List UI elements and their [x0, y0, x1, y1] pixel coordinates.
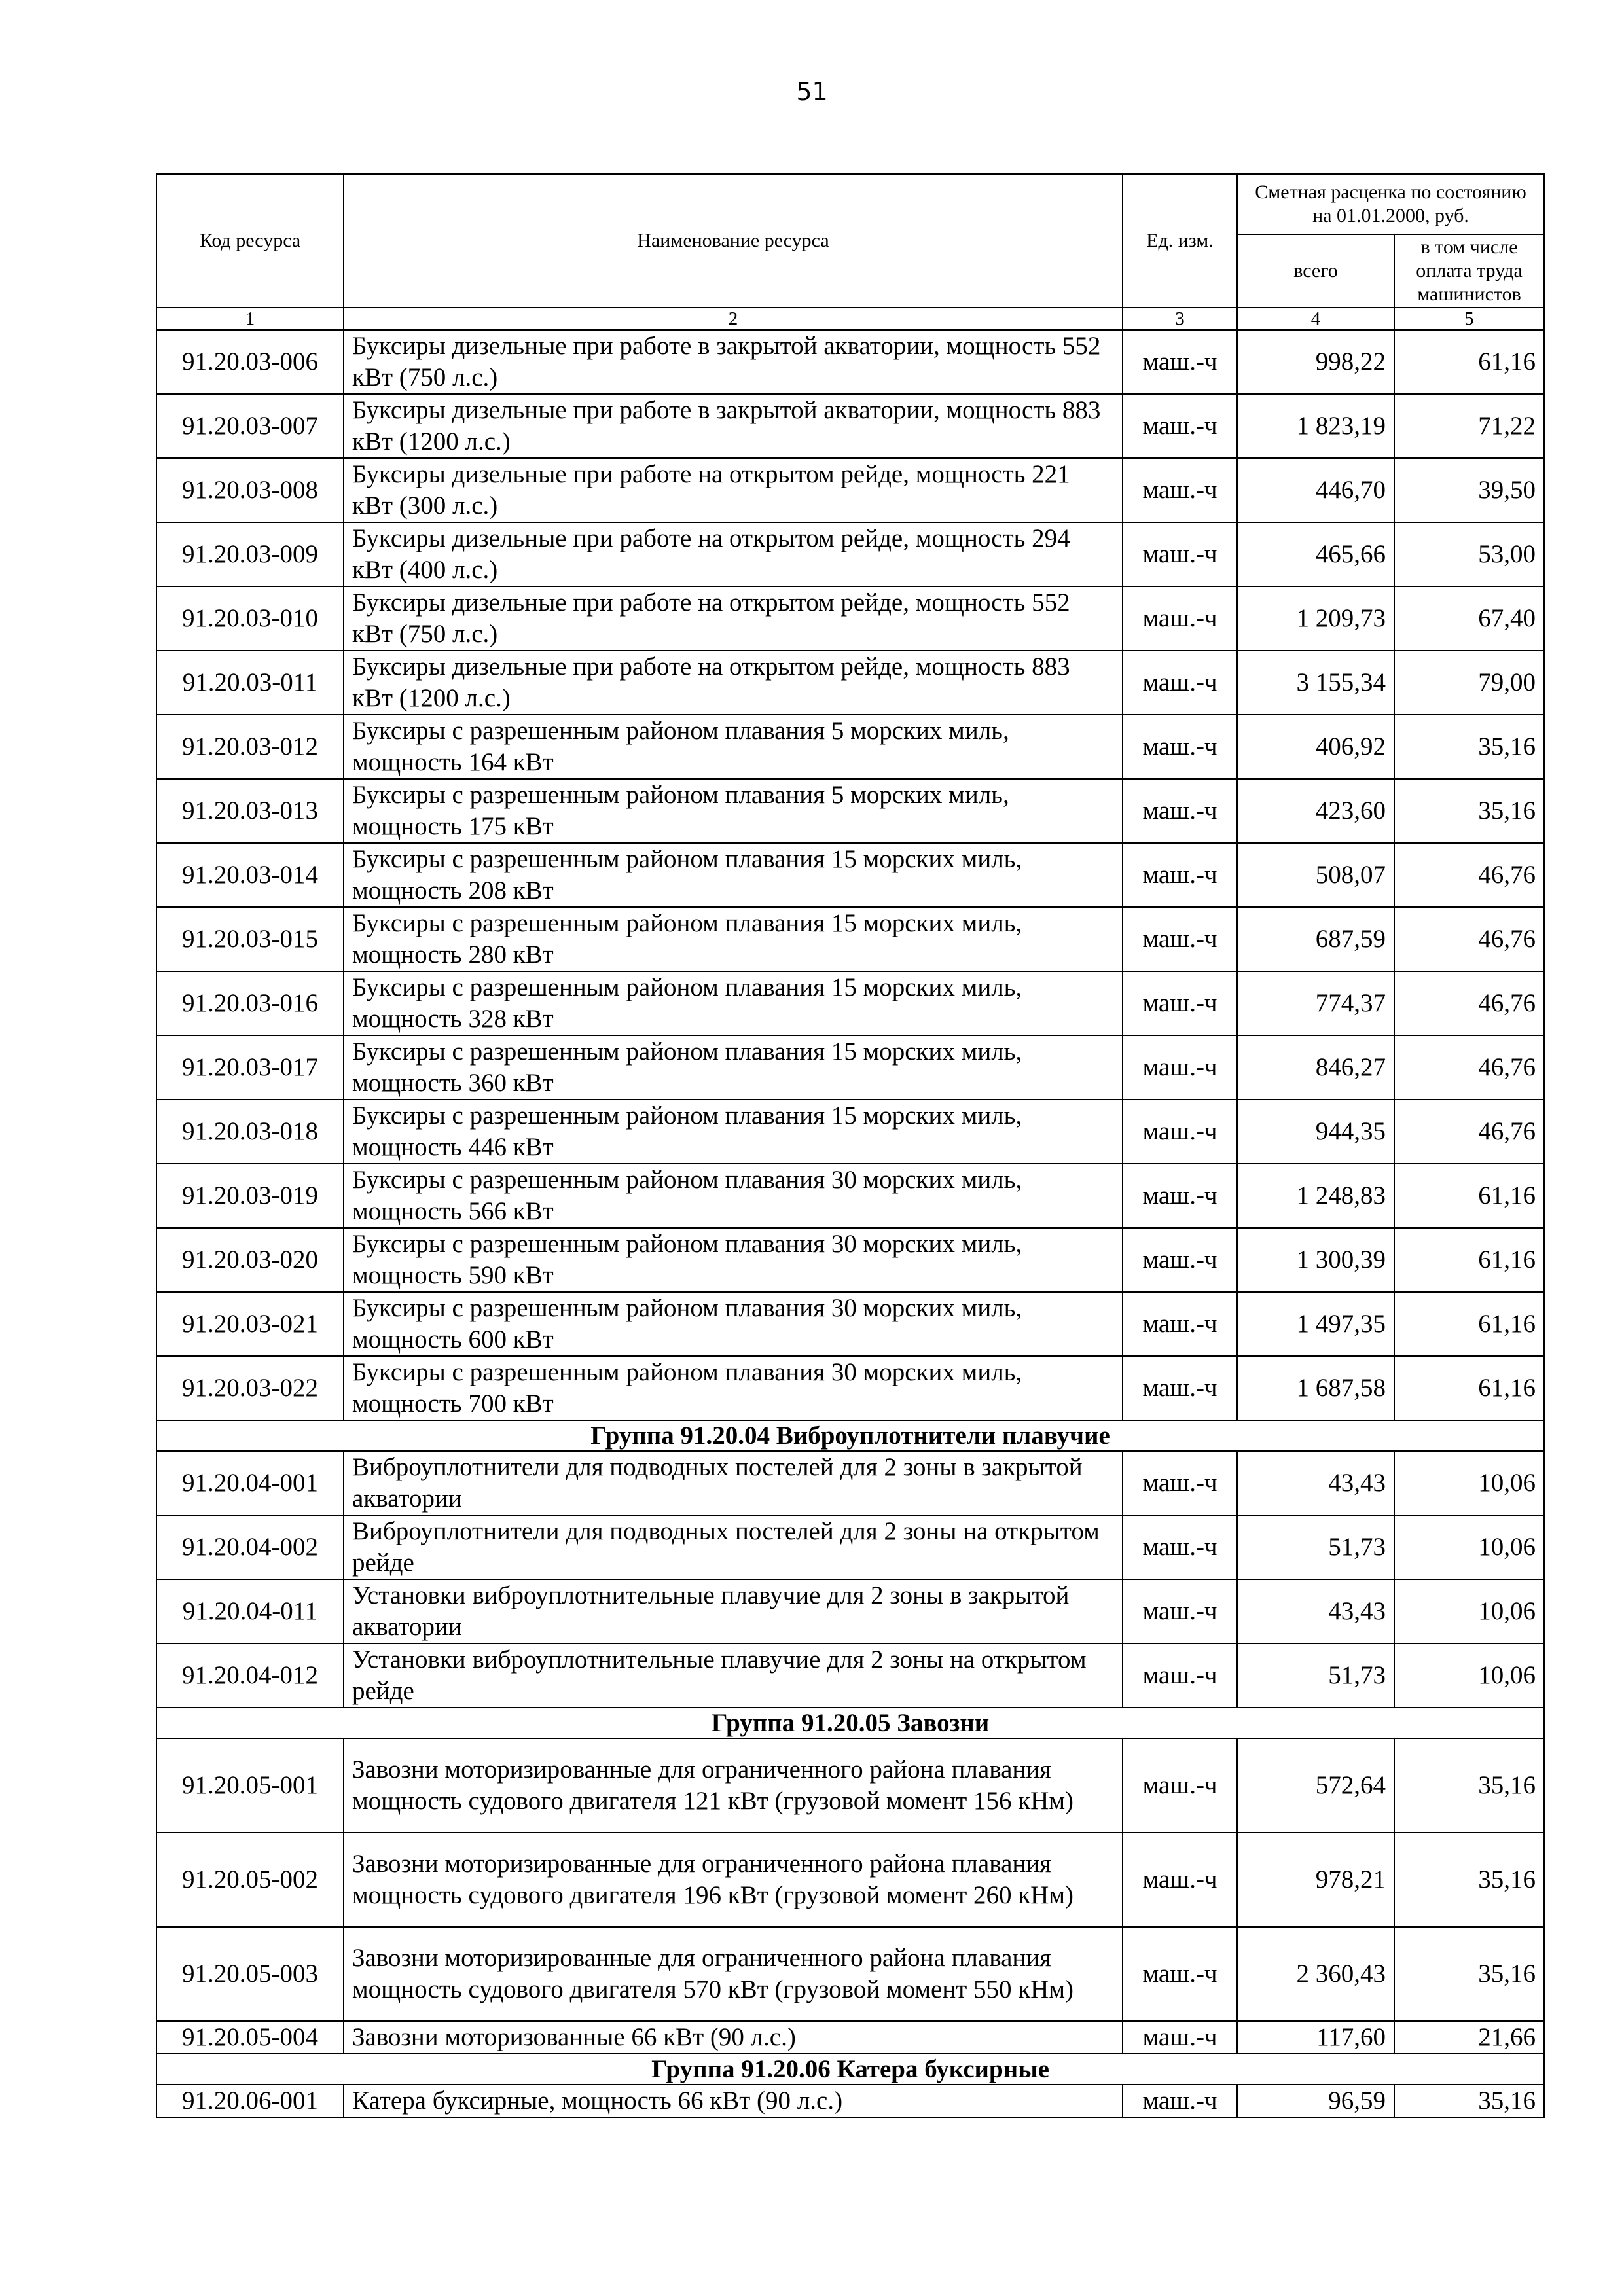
price-labor: 35,16 — [1394, 1927, 1544, 2021]
table-row — [156, 1292, 1544, 1356]
price-total: 446,70 — [1237, 458, 1394, 522]
price-total: 96,59 — [1237, 2085, 1394, 2117]
resource-code: 91.20.03-011 — [156, 651, 344, 715]
resource-unit: маш.-ч — [1123, 1292, 1237, 1356]
header-price: Сметная расценка по состоянию на 01.01.2000, руб. — [1237, 174, 1544, 234]
resource-unit: маш.-ч — [1123, 715, 1237, 779]
resource-code: 91.20.06-001 — [156, 2085, 344, 2117]
table-row — [156, 1228, 1544, 1292]
price-total: 774,37 — [1237, 971, 1394, 1035]
resource-name: Буксиры дизельные при работе на открытом рейде, мощность 552 кВт (750 л.с.) — [344, 586, 1123, 651]
resource-code: 91.20.05-004 — [156, 2021, 344, 2054]
table-row — [156, 843, 1544, 907]
table-row — [156, 458, 1544, 522]
resource-unit: маш.-ч — [1123, 651, 1237, 715]
resource-name: Буксиры с разрешенным районом плавания 15 морских миль, мощность 280 кВт — [344, 907, 1123, 971]
resource-unit: маш.-ч — [1123, 1164, 1237, 1228]
column-number: 3 — [1123, 308, 1237, 330]
price-total: 423,60 — [1237, 779, 1394, 843]
resource-name: Буксиры с разрешенным районом плавания 5 морских миль, мощность 164 кВт — [344, 715, 1123, 779]
price-labor: 35,16 — [1394, 715, 1544, 779]
price-total: 978,21 — [1237, 1833, 1394, 1927]
resource-name: Завозни моторизированные для ограниченного района плавания мощность судового двигателя 570 кВт (грузовой момент 550 кНм) — [344, 1927, 1123, 2021]
resource-unit: маш.-ч — [1123, 1738, 1237, 1833]
resource-name: Буксиры с разрешенным районом плавания 5 морских миль, мощность 175 кВт — [344, 779, 1123, 843]
table-row — [156, 1833, 1544, 1927]
price-total: 2 360,43 — [1237, 1927, 1394, 2021]
resource-name: Буксиры с разрешенным районом плавания 15 морских миль, мощность 360 кВт — [344, 1035, 1123, 1100]
resource-unit: маш.-ч — [1123, 1356, 1237, 1420]
resource-name: Буксиры с разрешенным районом плавания 15 морских миль, мощность 328 кВт — [344, 971, 1123, 1035]
resource-name: Буксиры дизельные при работе в закрытой акватории, мощность 883 кВт (1200 л.с.) — [344, 394, 1123, 458]
price-labor: 35,16 — [1394, 2085, 1544, 2117]
resource-name: Буксиры дизельные при работе на открытом рейде, мощность 294 кВт (400 л.с.) — [344, 522, 1123, 586]
column-number: 5 — [1394, 308, 1544, 330]
resource-code: 91.20.03-014 — [156, 843, 344, 907]
price-total: 1 687,58 — [1237, 1356, 1394, 1420]
resource-unit: маш.-ч — [1123, 2085, 1237, 2117]
resource-name: Буксиры с разрешенным районом плавания 30 морских миль, мощность 600 кВт — [344, 1292, 1123, 1356]
price-labor: 10,06 — [1394, 1451, 1544, 1515]
table-row — [156, 907, 1544, 971]
price-total: 51,73 — [1237, 1643, 1394, 1708]
resource-unit: маш.-ч — [1123, 458, 1237, 522]
resource-code: 91.20.05-001 — [156, 1738, 344, 1833]
group-title: Группа 91.20.05 Завозни — [156, 1708, 1544, 1738]
resource-code: 91.20.03-022 — [156, 1356, 344, 1420]
resource-code: 91.20.03-007 — [156, 394, 344, 458]
group-row — [156, 2054, 1544, 2085]
resource-code: 91.20.04-002 — [156, 1515, 344, 1579]
price-labor: 46,76 — [1394, 1100, 1544, 1164]
price-total: 846,27 — [1237, 1035, 1394, 1100]
price-labor: 61,16 — [1394, 1292, 1544, 1356]
price-labor: 10,06 — [1394, 1579, 1544, 1643]
resource-code: 91.20.03-020 — [156, 1228, 344, 1292]
column-number: 2 — [344, 308, 1123, 330]
price-total: 43,43 — [1237, 1451, 1394, 1515]
price-total: 508,07 — [1237, 843, 1394, 907]
header-name: Наименование ресурса — [344, 174, 1123, 308]
price-labor: 46,76 — [1394, 843, 1544, 907]
price-labor: 39,50 — [1394, 458, 1544, 522]
resource-code: 91.20.04-012 — [156, 1643, 344, 1708]
table-row — [156, 394, 1544, 458]
price-labor: 10,06 — [1394, 1515, 1544, 1579]
resource-code: 91.20.03-021 — [156, 1292, 344, 1356]
group-title: Группа 91.20.06 Катера буксирные — [156, 2054, 1544, 2085]
price-total: 998,22 — [1237, 330, 1394, 394]
price-total: 1 300,39 — [1237, 1228, 1394, 1292]
table-row — [156, 651, 1544, 715]
resource-unit: маш.-ч — [1123, 1451, 1237, 1515]
column-number: 4 — [1237, 308, 1394, 330]
resource-unit: маш.-ч — [1123, 586, 1237, 651]
header-code: Код ресурса — [156, 174, 344, 308]
table-row — [156, 971, 1544, 1035]
resource-code: 91.20.03-017 — [156, 1035, 344, 1100]
table-row — [156, 1356, 1544, 1420]
price-labor: 10,06 — [1394, 1643, 1544, 1708]
price-labor: 35,16 — [1394, 1738, 1544, 1833]
table-row — [156, 1579, 1544, 1643]
resource-unit: маш.-ч — [1123, 1579, 1237, 1643]
table-row — [156, 1100, 1544, 1164]
group-row — [156, 1708, 1544, 1738]
resource-name: Буксиры с разрешенным районом плавания 15 морских миль, мощность 446 кВт — [344, 1100, 1123, 1164]
price-labor: 67,40 — [1394, 586, 1544, 651]
price-total: 1 497,35 — [1237, 1292, 1394, 1356]
resource-name: Буксиры дизельные при работе на открытом рейде, мощность 221 кВт (300 л.с.) — [344, 458, 1123, 522]
resource-code: 91.20.03-012 — [156, 715, 344, 779]
price-total: 572,64 — [1237, 1738, 1394, 1833]
table-row — [156, 1738, 1544, 1833]
group-row — [156, 1420, 1544, 1451]
table-row — [156, 779, 1544, 843]
resource-name: Буксиры с разрешенным районом плавания 30 морских миль, мощность 590 кВт — [344, 1228, 1123, 1292]
resource-unit: маш.-ч — [1123, 2021, 1237, 2054]
table-row — [156, 1643, 1544, 1708]
resource-unit: маш.-ч — [1123, 1035, 1237, 1100]
resource-unit: маш.-ч — [1123, 1643, 1237, 1708]
resource-name: Завозни моторизированные для ограниченного района плавания мощность судового двигателя 121 кВт (грузовой момент 156 кНм) — [344, 1738, 1123, 1833]
resource-name: Установки виброуплотнительные плавучие для 2 зоны в закрытой акватории — [344, 1579, 1123, 1643]
price-labor: 53,00 — [1394, 522, 1544, 586]
resource-code: 91.20.03-019 — [156, 1164, 344, 1228]
table-row — [156, 1927, 1544, 2021]
resource-name: Буксиры дизельные при работе на открытом рейде, мощность 883 кВт (1200 л.с.) — [344, 651, 1123, 715]
resource-unit: маш.-ч — [1123, 1100, 1237, 1164]
resource-code: 91.20.03-010 — [156, 586, 344, 651]
table-row — [156, 2085, 1544, 2117]
price-labor: 35,16 — [1394, 779, 1544, 843]
resource-unit: маш.-ч — [1123, 1228, 1237, 1292]
resource-name: Катера буксирные, мощность 66 кВт (90 л.с.) — [344, 2085, 1123, 2117]
resource-unit: маш.-ч — [1123, 1515, 1237, 1579]
resource-code: 91.20.03-008 — [156, 458, 344, 522]
resource-unit: маш.-ч — [1123, 1927, 1237, 2021]
price-labor: 79,00 — [1394, 651, 1544, 715]
table-row — [156, 586, 1544, 651]
resource-name: Виброуплотнители для подводных постелей для 2 зоны в закрытой акватории — [344, 1451, 1123, 1515]
header-unit: Ед. изм. — [1123, 174, 1237, 308]
column-number: 1 — [156, 308, 344, 330]
table-row — [156, 2021, 1544, 2054]
group-title: Группа 91.20.04 Виброуплотнители плавучие — [156, 1420, 1544, 1451]
table-row — [156, 1164, 1544, 1228]
price-total: 687,59 — [1237, 907, 1394, 971]
resource-code: 91.20.03-006 — [156, 330, 344, 394]
price-labor: 61,16 — [1394, 330, 1544, 394]
resource-price-table — [156, 173, 1545, 2118]
price-labor: 46,76 — [1394, 971, 1544, 1035]
resource-name: Буксиры с разрешенным районом плавания 30 морских миль, мощность 566 кВт — [344, 1164, 1123, 1228]
page-number: 51 — [796, 77, 828, 106]
table-row — [156, 522, 1544, 586]
resource-unit: маш.-ч — [1123, 1833, 1237, 1927]
price-total: 406,92 — [1237, 715, 1394, 779]
resource-name: Завозни моторизированные для ограниченного района плавания мощность судового двигателя 196 кВт (грузовой момент 260 кНм) — [344, 1833, 1123, 1927]
price-total: 465,66 — [1237, 522, 1394, 586]
price-labor: 35,16 — [1394, 1833, 1544, 1927]
price-labor: 61,16 — [1394, 1164, 1544, 1228]
resource-name: Буксиры с разрешенным районом плавания 30 морских миль, мощность 700 кВт — [344, 1356, 1123, 1420]
resource-code: 91.20.05-003 — [156, 1927, 344, 2021]
price-labor: 71,22 — [1394, 394, 1544, 458]
price-total: 51,73 — [1237, 1515, 1394, 1579]
price-labor: 46,76 — [1394, 1035, 1544, 1100]
resource-unit: маш.-ч — [1123, 971, 1237, 1035]
price-total: 3 155,34 — [1237, 651, 1394, 715]
resource-unit: маш.-ч — [1123, 522, 1237, 586]
resource-code: 91.20.03-009 — [156, 522, 344, 586]
price-labor: 61,16 — [1394, 1356, 1544, 1420]
header-total: всего — [1237, 234, 1394, 308]
resource-code: 91.20.03-015 — [156, 907, 344, 971]
resource-name: Буксиры дизельные при работе в закрытой акватории, мощность 552 кВт (750 л.с.) — [344, 330, 1123, 394]
price-total: 1 823,19 — [1237, 394, 1394, 458]
resource-code: 91.20.03-016 — [156, 971, 344, 1035]
table-row — [156, 1451, 1544, 1515]
price-labor: 46,76 — [1394, 907, 1544, 971]
resource-code: 91.20.03-013 — [156, 779, 344, 843]
header-labor: в том числе оплата труда машинистов — [1394, 234, 1544, 308]
resource-unit: маш.-ч — [1123, 779, 1237, 843]
price-labor: 61,16 — [1394, 1228, 1544, 1292]
resource-code: 91.20.04-001 — [156, 1451, 344, 1515]
resource-name: Виброуплотнители для подводных постелей для 2 зоны на открытом рейде — [344, 1515, 1123, 1579]
price-total: 1 248,83 — [1237, 1164, 1394, 1228]
price-total: 1 209,73 — [1237, 586, 1394, 651]
table-row — [156, 715, 1544, 779]
resource-code: 91.20.05-002 — [156, 1833, 344, 1927]
resource-unit: маш.-ч — [1123, 907, 1237, 971]
table-row — [156, 1515, 1544, 1579]
price-total: 117,60 — [1237, 2021, 1394, 2054]
price-total: 43,43 — [1237, 1579, 1394, 1643]
table-row — [156, 330, 1544, 394]
resource-unit: маш.-ч — [1123, 394, 1237, 458]
table-row — [156, 1035, 1544, 1100]
price-labor: 21,66 — [1394, 2021, 1544, 2054]
resource-unit: маш.-ч — [1123, 330, 1237, 394]
resource-unit: маш.-ч — [1123, 843, 1237, 907]
price-total: 944,35 — [1237, 1100, 1394, 1164]
resource-name: Завозни моторизованные 66 кВт (90 л.с.) — [344, 2021, 1123, 2054]
resource-name: Установки виброуплотнительные плавучие для 2 зоны на открытом рейде — [344, 1643, 1123, 1708]
resource-code: 91.20.04-011 — [156, 1579, 344, 1643]
resource-name: Буксиры с разрешенным районом плавания 15 морских миль, мощность 208 кВт — [344, 843, 1123, 907]
resource-code: 91.20.03-018 — [156, 1100, 344, 1164]
